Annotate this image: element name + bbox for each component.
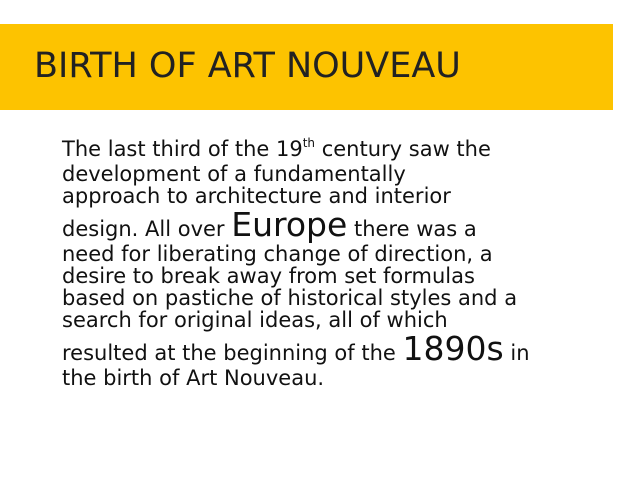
body-line-4 bbox=[62, 205, 622, 244]
body-line-3: approach to architecture and interior bbox=[62, 184, 451, 208]
body-line-5: need for liberating change of direction, a bbox=[62, 242, 493, 266]
body-line-9-text-a: resulted at the beginning of the bbox=[62, 341, 403, 365]
body-line-9 bbox=[62, 329, 622, 368]
body-line-1 bbox=[62, 138, 622, 163]
emphasis-1890s: 1890s bbox=[402, 329, 504, 368]
body-line-4-text-a: design. All over bbox=[62, 217, 232, 241]
body-line-1-text-b: century saw the bbox=[315, 137, 491, 161]
ordinal-superscript: th bbox=[302, 136, 316, 150]
body-line-2: development of a fundamentally bbox=[62, 162, 406, 186]
emphasis-europe: Europe bbox=[231, 205, 348, 244]
title-bar bbox=[0, 24, 613, 110]
body-line-1-text-a: The last third of the 19 bbox=[62, 137, 303, 161]
body-line-7: based on pastiche of historical styles and a bbox=[62, 286, 518, 310]
body-line-9-text-b: in bbox=[503, 341, 530, 365]
body-paragraph bbox=[62, 138, 622, 389]
slide-title: BIRTH OF ART NOUVEAU bbox=[34, 46, 461, 86]
body-line-6: desire to break away from set formulas bbox=[62, 264, 475, 288]
body-line-8: search for original ideas, all of which bbox=[62, 308, 448, 332]
body-line-4-text-b: there was a bbox=[347, 217, 477, 241]
body-line-10: the birth of Art Nouveau. bbox=[62, 366, 325, 390]
